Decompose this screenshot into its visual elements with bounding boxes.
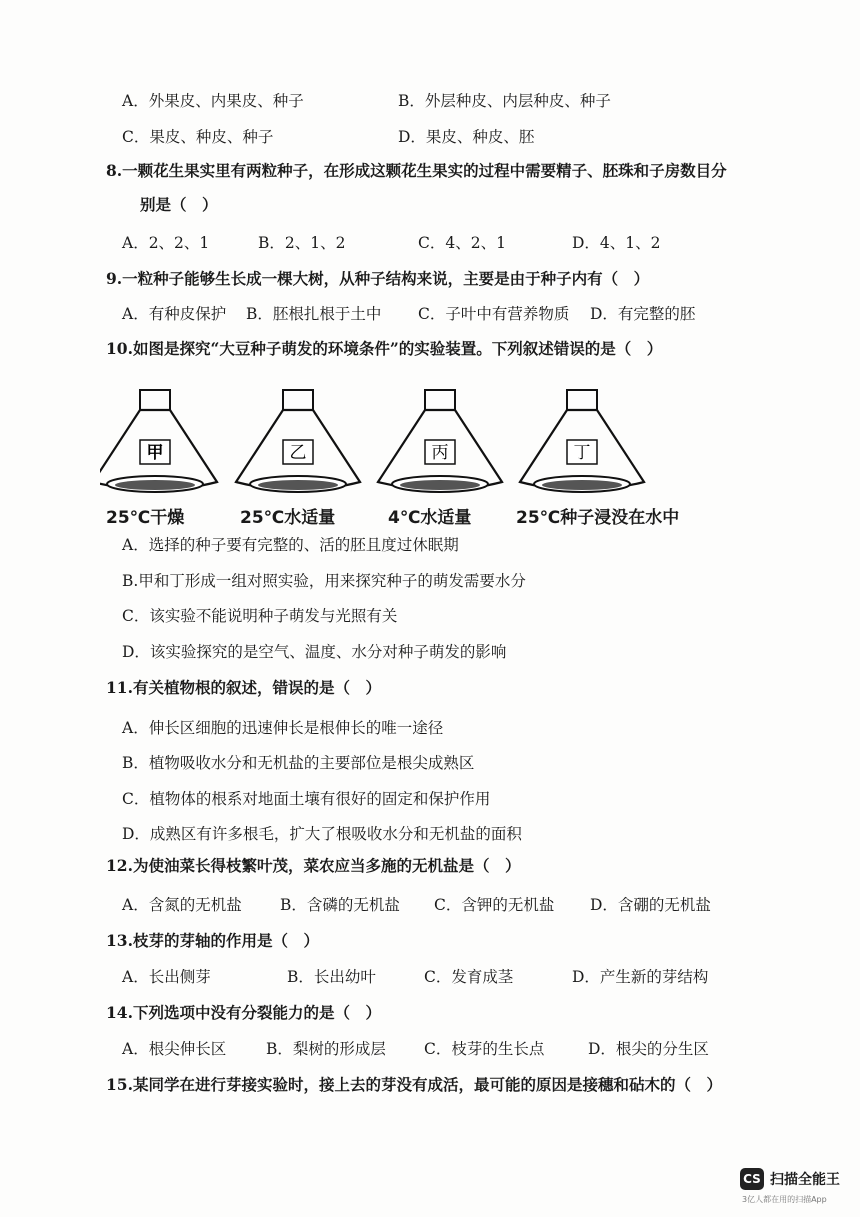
q9-option-a: A．有种皮保护 [122, 305, 227, 323]
watermark-subtitle: 3亿人都在用的扫描App [742, 1195, 827, 1204]
camscanner-logo-icon: CS [740, 1168, 764, 1190]
q10-option-d: D．该实验探究的是空气、温度、水分对种子萌发的影响 [122, 643, 507, 661]
q8-option-a: A．2、2、1 [122, 234, 210, 252]
flask-caption-bing: 4℃水适量 [388, 508, 472, 528]
q11-option-a: A．伸长区细胞的迅速伸长是根伸长的唯一途径 [122, 719, 444, 737]
q8-stem: 8.一颗花生果实里有两粒种子，在形成这颗花生果实的过程中需要精子、胚珠和子房数目分 [106, 161, 727, 180]
q13-option-d: D．产生新的芽结构 [572, 968, 709, 986]
q14-option-b: B．梨树的形成层 [266, 1040, 386, 1058]
q7-option-c: C．果皮、种皮、种子 [122, 128, 274, 146]
q13-option-c: C．发育成茎 [424, 968, 514, 986]
q11-stem: 11.有关植物根的叙述，错误的是（ ） [106, 678, 381, 697]
q10-option-a: A．选择的种子要有完整的、活的胚且度过休眠期 [122, 536, 459, 554]
flask-label-yi: 乙 [289, 443, 307, 463]
q12-option-d: D．含硼的无机盐 [590, 896, 711, 914]
q15-stem: 15.某同学在进行芽接实验时，接上去的芽没有成活，最可能的原因是接穗和砧木的（ ） [106, 1075, 722, 1094]
q10-option-c: C．该实验不能说明种子萌发与光照有关 [122, 607, 398, 625]
q14-stem: 14.下列选项中没有分裂能力的是（ ） [106, 1003, 381, 1022]
flask-label-jia: 甲 [146, 443, 164, 463]
q13-stem: 13.枝芽的芽轴的作用是（ ） [106, 931, 319, 950]
q7-option-b: B．外层种皮、内层种皮、种子 [398, 92, 611, 110]
q12-option-c: C．含钾的无机盐 [434, 896, 555, 914]
q8-option-b: B．2、1、2 [258, 234, 346, 252]
scanner-watermark [740, 1168, 850, 1208]
q14-option-d: D．根尖的分生区 [588, 1040, 709, 1058]
q11-option-d: D．成熟区有许多根毛，扩大了根吸收水分和无机盐的面积 [122, 825, 522, 843]
q13-option-b: B．长出幼叶 [287, 968, 376, 986]
q8-option-d: D．4、1、2 [572, 234, 661, 252]
q10-option-b: B.甲和丁形成一组对照实验，用来探究种子的萌发需要水分 [122, 572, 526, 590]
q10-stem: 10.如图是探究“大豆种子萌发的环境条件”的实验装置。下列叙述错误的是（ ） [106, 339, 663, 358]
q12-option-a: A．含氮的无机盐 [122, 896, 242, 914]
q13-option-a: A．长出侧芽 [122, 968, 211, 986]
q12-option-b: B．含磷的无机盐 [280, 896, 400, 914]
q9-option-d: D．有完整的胚 [590, 305, 696, 323]
watermark-name: 扫描全能王 [770, 1172, 840, 1188]
q11-option-c: C．植物体的根系对地面土壤有很好的固定和保护作用 [122, 790, 491, 808]
q7-option-a: A．外果皮、内果皮、种子 [122, 92, 304, 110]
q8-option-c: C．4、2、1 [418, 234, 506, 252]
q9-option-c: C．子叶中有营养物质 [418, 305, 570, 323]
flask-caption-yi: 25℃水适量 [240, 508, 336, 528]
q14-option-c: C．枝芽的生长点 [424, 1040, 545, 1058]
q14-option-a: A．根尖伸长区 [122, 1040, 227, 1058]
flask-caption-jia: 25℃干燥 [106, 508, 185, 528]
q9-stem: 9.一粒种子能够生长成一棵大树，从种子结构来说，主要是由于种子内有（ ） [106, 269, 650, 288]
q7-option-d: D．果皮、种皮、胚 [398, 128, 535, 146]
q9-option-b: B．胚根扎根于土中 [246, 305, 382, 323]
q8-stem-cont: 别是（ ） [140, 195, 218, 214]
flask-label-ding: 丁 [573, 443, 591, 463]
q12-stem: 12.为使油菜长得枝繁叶茂，菜农应当多施的无机盐是（ ） [106, 856, 521, 875]
q11-option-b: B．植物吸收水分和无机盐的主要部位是根尖成熟区 [122, 754, 475, 772]
flask-caption-ding: 25℃种子浸没在水中 [516, 508, 680, 528]
flask-label-bing: 丙 [431, 443, 449, 463]
